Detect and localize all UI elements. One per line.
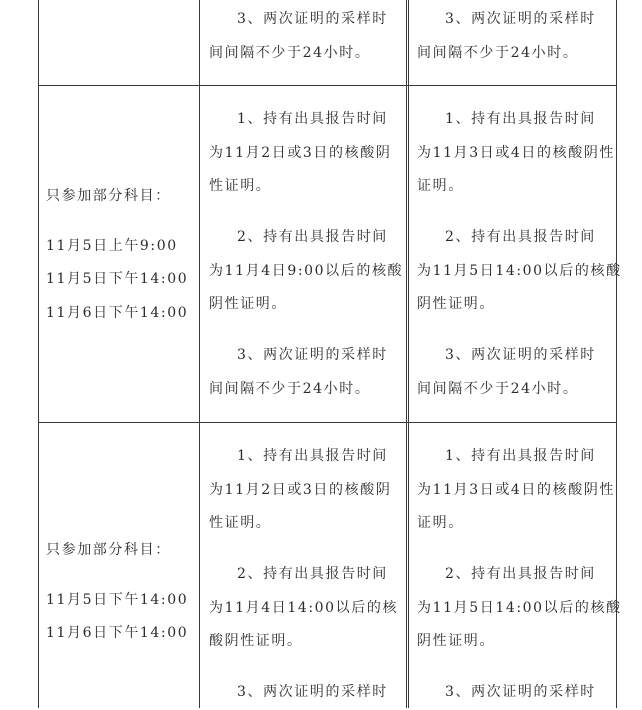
row2-right-item1 — [417, 440, 615, 541]
subjects-label: 只参加部分科目： — [46, 542, 171, 558]
row1-right-item3 — [417, 339, 596, 406]
text-line: 1、持有出具报告时间 — [237, 111, 388, 127]
text-line: 为11月2日或3日的核酸阴 — [209, 481, 392, 498]
text-line: 间间隔不少于24小时。 — [417, 380, 579, 397]
session-time: 11月5日下午14:00 — [46, 591, 189, 608]
text-line: 3、两次证明的采样时 — [445, 347, 596, 363]
text-line: 2、持有出具报告时间 — [445, 566, 596, 582]
row2-left-subjects — [46, 534, 188, 651]
text-line: 3、两次证明的采样时 — [237, 684, 388, 700]
text-line: 为11月3日或4日的核酸阴性 — [417, 481, 616, 498]
row-divider-1 — [38, 85, 617, 86]
row2-right-item3 — [417, 676, 596, 710]
text-line: 间间隔不少于24小时。 — [209, 44, 371, 61]
session-time: 11月5日上午9:00 — [46, 237, 178, 254]
session-time: 11月6日下午14:00 — [46, 304, 189, 321]
text-line: 为11月5日14:00以后的核酸 — [417, 599, 622, 616]
text-line: 间间隔不少于24小时。 — [417, 44, 579, 61]
text-line: 间间隔不少于24小时。 — [209, 380, 371, 397]
text-line: 阴性证明。 — [417, 296, 495, 312]
text-line: 2、持有出具报告时间 — [237, 229, 388, 245]
session-time: 11月5日下午14:00 — [46, 271, 189, 287]
text-line: 2、持有出具报告时间 — [237, 566, 388, 582]
table-border-col2-b — [408, 0, 409, 708]
session-time: 11月6日下午14:00 — [46, 625, 189, 641]
text-line: 证明。 — [417, 515, 464, 531]
row2-right-item2 — [417, 558, 622, 659]
text-line: 为11月4日9:00以后的核酸 — [209, 262, 404, 279]
text-line: 性证明。 — [209, 515, 272, 531]
subjects-label: 只参加部分科目： — [46, 188, 171, 204]
text-line: 1、持有出具报告时间 — [445, 448, 596, 464]
text-line: 3、两次证明的采样时 — [237, 347, 388, 363]
row2-mid-item3 — [209, 676, 388, 710]
text-line: 酸阴性证明。 — [209, 633, 303, 649]
row2-mid-item1 — [209, 440, 391, 541]
row1-right-item1 — [417, 103, 615, 204]
text-line: 3、两次证明的采样时 — [445, 11, 596, 27]
row1-mid-item2 — [209, 221, 403, 322]
text-line: 为11月2日或3日的核酸阴 — [209, 144, 392, 161]
row1-right-item2 — [417, 221, 622, 322]
table-border-col2-a — [406, 0, 407, 708]
text-line: 1、持有出具报告时间 — [445, 111, 596, 127]
row0-mid-item3 — [209, 3, 388, 70]
text-line: 性证明。 — [209, 178, 272, 194]
text-line: 为11月3日或4日的核酸阴性 — [417, 144, 616, 161]
row-divider-2 — [38, 422, 617, 423]
text-line: 3、两次证明的采样时 — [445, 684, 596, 700]
text-line: 为11月4日14:00以后的核 — [209, 599, 399, 616]
row1-mid-item1 — [209, 103, 391, 204]
text-line: 为11月5日14:00以后的核酸 — [417, 262, 622, 279]
table-border-left — [38, 0, 39, 708]
row2-mid-item2 — [209, 558, 398, 659]
row1-mid-item3 — [209, 339, 388, 406]
table-border-col1 — [199, 0, 200, 708]
text-line: 证明。 — [417, 178, 464, 194]
row1-left-subjects — [46, 180, 188, 330]
text-line: 阴性证明。 — [209, 296, 287, 312]
text-line: 1、持有出具报告时间 — [237, 448, 388, 464]
row0-right-item3 — [417, 3, 596, 70]
text-line: 2、持有出具报告时间 — [445, 229, 596, 245]
text-line: 阴性证明。 — [417, 633, 495, 649]
text-line: 3、两次证明的采样时 — [237, 11, 388, 27]
